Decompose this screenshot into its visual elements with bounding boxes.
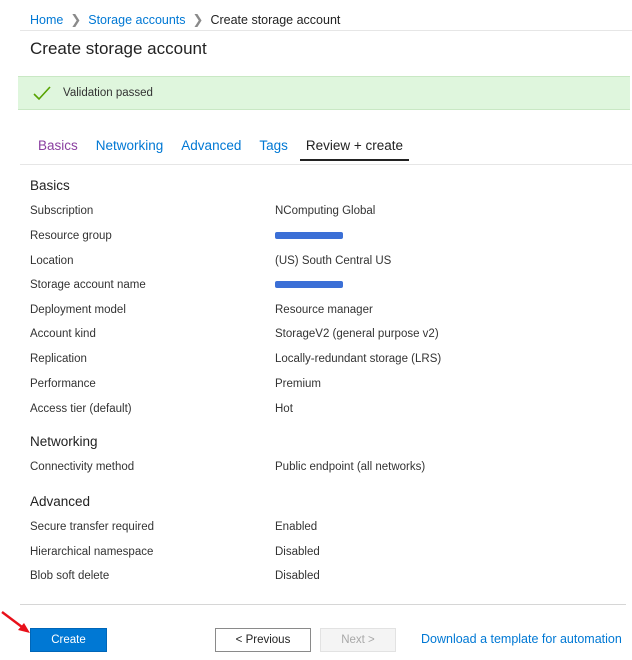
validation-message: Validation passed <box>63 87 153 99</box>
summary-row-resource-group <box>30 230 620 246</box>
chevron-right-icon: ❯ <box>70 12 82 27</box>
redaction-mark <box>275 232 343 239</box>
next-button[interactable]: Next > <box>320 628 396 652</box>
row-value: Resource manager <box>275 304 373 316</box>
wizard-tabs <box>38 138 427 161</box>
summary-row-location <box>30 255 620 271</box>
summary-row-account-kind <box>30 328 620 344</box>
row-value: Public endpoint (all networks) <box>275 461 426 473</box>
breadcrumb-current: Create storage account <box>210 13 341 27</box>
row-value: Hot <box>275 403 293 415</box>
download-template-link[interactable]: Download a template for automation <box>421 632 622 646</box>
row-value: NComputing Global <box>275 205 376 217</box>
row-value: (US) South Central US <box>275 255 392 267</box>
row-value: Disabled <box>275 570 320 582</box>
summary-row-secure-transfer <box>30 521 620 537</box>
tab-review-create[interactable]: Review + create <box>300 138 409 161</box>
row-label: Secure transfer required <box>30 521 155 533</box>
summary-row-connectivity-method <box>30 461 620 477</box>
tab-networking[interactable]: Networking <box>95 138 164 153</box>
header-divider <box>20 30 632 31</box>
row-value: Enabled <box>275 521 318 533</box>
create-button[interactable]: Create <box>30 628 107 652</box>
row-label: Replication <box>30 353 87 365</box>
section-title-basics: Basics <box>30 178 70 193</box>
row-value-redacted <box>275 279 343 291</box>
row-label: Performance <box>30 378 96 390</box>
breadcrumb-home-link[interactable]: Home <box>30 13 64 27</box>
row-label: Connectivity method <box>30 461 135 473</box>
tab-advanced[interactable]: Advanced <box>181 138 242 153</box>
breadcrumb-storage-accounts-link[interactable]: Storage accounts <box>88 13 186 27</box>
row-value: Disabled <box>275 546 320 558</box>
row-value-redacted <box>275 230 343 242</box>
tab-tags[interactable]: Tags <box>259 138 288 153</box>
tab-basics[interactable]: Basics <box>38 138 78 153</box>
validation-banner <box>18 76 630 110</box>
footer-divider <box>20 604 626 605</box>
row-label: Blob soft delete <box>30 570 110 582</box>
breadcrumb <box>30 12 340 28</box>
page-title: Create storage account <box>30 39 207 58</box>
summary-row-access-tier <box>30 403 620 419</box>
red-arrow-icon <box>0 610 34 636</box>
row-value: StorageV2 (general purpose v2) <box>275 328 439 340</box>
summary-row-blob-soft-delete <box>30 570 620 586</box>
row-label: Resource group <box>30 230 112 242</box>
chevron-right-icon: ❯ <box>192 12 204 27</box>
row-label: Subscription <box>30 205 94 217</box>
row-label: Storage account name <box>30 279 146 291</box>
row-value: Premium <box>275 378 322 390</box>
checkmark-icon <box>31 82 53 104</box>
row-label: Deployment model <box>30 304 126 316</box>
section-title-networking: Networking <box>30 434 98 449</box>
row-label: Account kind <box>30 328 96 340</box>
row-label: Location <box>30 255 74 267</box>
row-value: Locally-redundant storage (LRS) <box>275 353 442 365</box>
summary-row-replication <box>30 353 620 369</box>
previous-button[interactable]: < Previous <box>215 628 311 652</box>
summary-row-hierarchical-namespace <box>30 546 620 562</box>
section-title-advanced: Advanced <box>30 494 91 509</box>
summary-row-storage-account-name <box>30 279 620 295</box>
summary-row-deployment-model <box>30 304 620 320</box>
row-label: Access tier (default) <box>30 403 132 415</box>
redaction-mark <box>275 281 343 288</box>
tabs-divider <box>20 164 632 165</box>
row-label: Hierarchical namespace <box>30 546 154 558</box>
summary-row-subscription <box>30 205 620 221</box>
summary-row-performance <box>30 378 620 394</box>
